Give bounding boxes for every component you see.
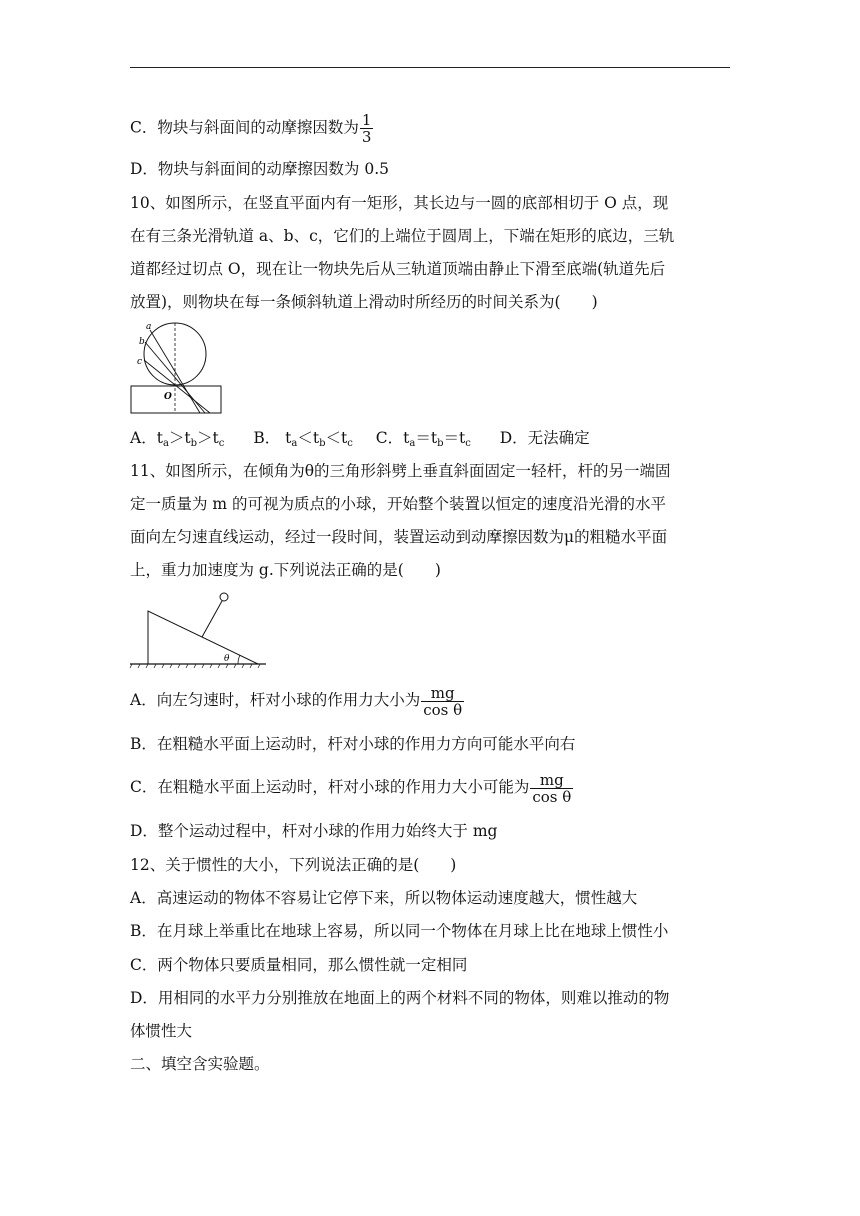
label-c: c [137, 357, 143, 367]
q10-stem-line-1: 10、如图所示，在竖直平面内有一矩形，其长边与一圆的底部相切于 O 点，现 [130, 194, 669, 212]
q10-stem-line-2: 在有三条光滑轨道 a、b、c，它们的上端位于圆周上，下端在矩形的底边，三轨 [130, 227, 675, 245]
fraction-one-third: $\frac{1}{3}$ [361, 111, 372, 146]
q10-options [130, 427, 730, 449]
q9-option-d: D．物块与斜面间的动摩擦因数为 0.5 [130, 160, 390, 178]
q10-option-a: A．$t_a>t_b>t_c$ [130, 429, 225, 449]
q11-stem-line-3: 面向左匀速直线运动，经过一段时间，装置运动到动摩擦因数为μ的粗糙水平面 [130, 528, 668, 546]
header-rule [130, 67, 730, 68]
q12-option-d-line-1: D．用相同的水平力分别推放在地面上的两个材料不同的物体，则难以推动的物 [130, 989, 670, 1007]
q9-option-c-text: C．物块与斜面间的动摩擦因数为 [130, 118, 359, 137]
section-heading: 二、填空含实验题。 [130, 1055, 270, 1073]
q11-stem-line-1: 11、如图所示，在倾角为θ的三角形斜劈上垂直斜面固定一轻杆，杆的另一端固 [130, 462, 671, 480]
angle-arc [238, 655, 240, 664]
q10-stem-line-3: 道都经过切点 O，现在让一物块先后从三轨道顶端由静止下滑至底端(轨道先后 [130, 260, 666, 278]
fraction-mg-cos-theta: $\frac{mg}{\text{cos θ}}$ [532, 770, 572, 806]
q11-option-c: C．在粗糙水平面上运动时，杆对小球的作用力大小可能为 $\frac{mg}{\text{cos θ}}$ [130, 770, 572, 806]
q12-stem: 12、关于惯性的大小，下列说法正确的是( ) [130, 856, 457, 874]
fraction-mg-cos-theta: $\frac{mg}{\text{cos θ}}$ [423, 683, 463, 719]
label-a: a [146, 322, 152, 332]
q10-circle-track-figure [130, 322, 225, 417]
q12-option-a: A．高速运动的物体不容易让它停下来，所以物体运动速度越大，惯性越大 [130, 889, 638, 907]
theta-label: θ [224, 654, 230, 664]
rectangle [131, 386, 221, 413]
light-rod [202, 601, 222, 637]
q10-option-c: C．$t_a=t_b=t_c$ [375, 429, 471, 449]
q12-option-b: B．在月球上举重比在地球上容易，所以同一个物体在月球上比在地球上惯性小 [130, 922, 669, 940]
q9-option-c [130, 112, 730, 145]
label-o: O [164, 392, 172, 402]
q12-option-d-line-2: 体惯性大 [130, 1022, 193, 1040]
track-b [145, 342, 205, 413]
q10-option-d: D．无法确定 [499, 429, 590, 447]
q10-stem-line-4: 放置)，则物块在每一条倾斜轨道上滑动时所经历的时间关系为( ) [130, 293, 598, 311]
ball [220, 593, 228, 601]
q11-stem-line-4: 上，重力加速度为 g.下列说法正确的是( ) [130, 561, 441, 579]
q11-option-d: D．整个运动过程中，杆对小球的作用力始终大于 mg [130, 822, 498, 840]
q12-option-c: C．两个物体只要质量相同，那么惯性就一定相同 [130, 956, 468, 974]
q10-option-b: B． $t_a<t_b<t_c$ [253, 429, 353, 449]
q11-wedge-figure [130, 590, 270, 670]
q11-option-b: B．在粗糙水平面上运动时，杆对小球的作用力方向可能水平向右 [130, 735, 576, 753]
label-b: b [139, 337, 145, 347]
wedge [148, 611, 258, 664]
q11-option-a: A．向左匀速时，杆对小球的作用力大小为 $\frac{mg}{\text{cos θ}}$ [130, 683, 463, 719]
q11-stem-line-2: 定一质量为 m 的可视为质点的小球，开始整个装置以恒定的速度沿光滑的水平 [130, 495, 667, 513]
